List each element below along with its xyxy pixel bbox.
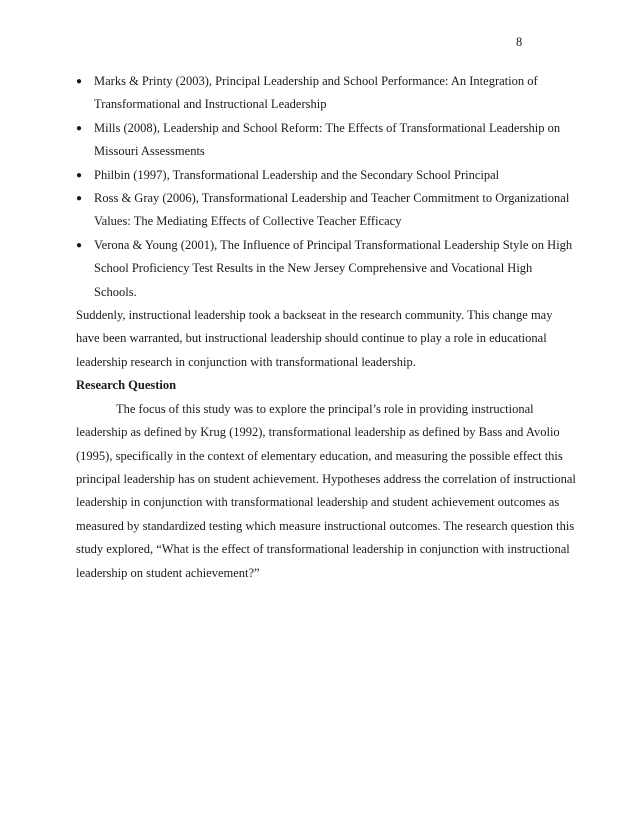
list-item (76, 187, 576, 234)
list-item (76, 164, 576, 187)
list-item-text: Mills (2008), Leadership and School Reform: The Effects of Transformational Leadership on Missouri Assessments (94, 120, 561, 159)
bullet-icon: ● (76, 239, 83, 251)
section-heading: Research Question (76, 378, 177, 393)
page-body (76, 70, 576, 585)
list-item (76, 117, 576, 164)
reference-list (76, 70, 576, 304)
body-paragraph: Suddenly, instructional leadership took a backseat in the research community. This change may have been warranted, but instructional leadership should continue to play a role in educational leadership research in conjunction with transformational leadership. (76, 308, 553, 369)
bullet-icon: ● (76, 76, 83, 87)
page-number: 8 (516, 35, 523, 49)
list-item-text: Philbin (1997), Transformational Leadership and the Secondary School Principal (94, 167, 500, 182)
bullet-icon: ● (76, 122, 83, 134)
list-item-text: Marks & Printy (2003), Principal Leadership and School Performance: An Integration of Transformational and Instructional Leadership (94, 74, 538, 112)
bullet-icon: ● (76, 169, 83, 181)
bullet-icon: ● (76, 193, 83, 205)
list-item-text: Ross & Gray (2006), Transformational Leadership and Teacher Commitment to Organizational Values: The Mediating Effects of Collective Teacher Efficacy (94, 191, 570, 229)
list-item-text: Verona & Young (2001), The Influence of Principal Transformational Leadership Style on High School Proficiency Test Results in the New Jersey Comprehensive and Vocational High Schools. (94, 237, 573, 299)
list-item (76, 234, 576, 304)
list-item (76, 70, 576, 117)
body-paragraph: The focus of this study was to explore the principal’s role in providing instructional leadership as defined by Krug (1992), transformational leadership as defined by Bass and Avolio (1995), specifically in the context of elementary education, and measuring the possible effect this principal leadership has on student achievement. Hypotheses address the correlation of instructional leadership in conjunction with transformational leadership and student achievement outcomes as measured by standardized testing which measure instructional outcomes. The research question this study explored, “What is the effect of transformational leadership in conjunction with instructional leadership on student achievement?” (76, 401, 576, 580)
